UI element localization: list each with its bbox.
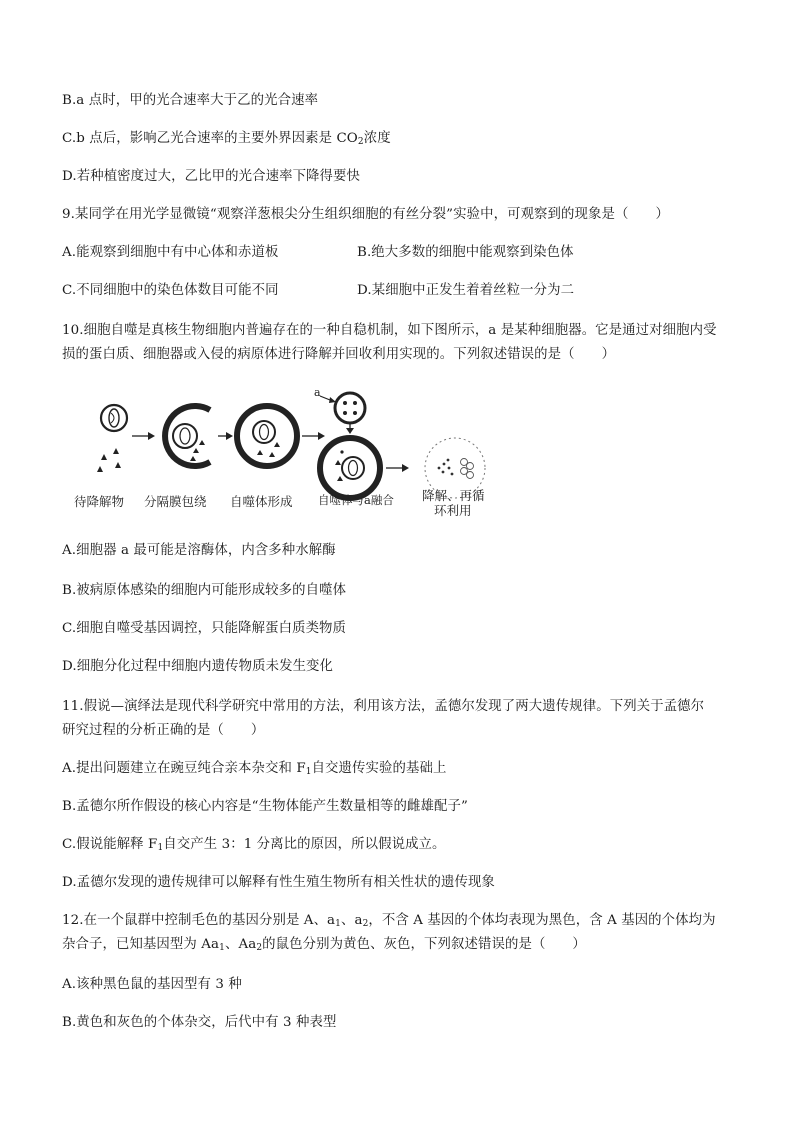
particles bbox=[97, 448, 121, 472]
question-12-text-1: 12.在一个鼠群中控制毛色的基因分别是 A、a bbox=[62, 913, 336, 928]
autophagosome bbox=[237, 406, 297, 466]
question-11-text-1: 11.假说—演绎法是现代科学研究中常用的方法，利用该方法，孟德尔发现了两大遗传规律。下列关于孟德尔 bbox=[62, 699, 705, 714]
question-10-text-1: 10.细胞自噬是真核生物细胞内普遍存在的一种自稳机制，如下图所示，a 是某种细胞器。它是通过对细胞内受 bbox=[62, 323, 717, 338]
question-10-line1 bbox=[62, 322, 717, 340]
option-11a-text-end: 自交遗传实验的基础上 bbox=[311, 761, 447, 776]
option-8c bbox=[62, 130, 391, 148]
option-10d-text: D.细胞分化过程中细胞内遗传物质未发生变化 bbox=[62, 659, 334, 674]
option-10a bbox=[62, 542, 336, 560]
option-9a-text: A.能观察到细胞中有中心体和赤道板 bbox=[62, 245, 279, 260]
option-11b-text: B.孟德尔所作假设的核心内容是“生物体能产生数量相等的雌雄配子” bbox=[62, 799, 468, 814]
option-11b bbox=[62, 798, 468, 816]
question-12-text-2b: 、Aa bbox=[224, 937, 257, 952]
label-step2: 分隔膜包绕 bbox=[144, 494, 207, 509]
option-11a bbox=[62, 760, 446, 778]
question-11-text-2: 研究过程的分析正确的是（ ） bbox=[62, 723, 265, 738]
option-11c bbox=[62, 836, 446, 854]
option-11d bbox=[62, 874, 495, 892]
question-9 bbox=[62, 206, 669, 224]
option-9d bbox=[357, 282, 574, 300]
option-10c-text: C.细胞自噬受基因调控，只能降解蛋白质类物质 bbox=[62, 621, 347, 636]
question-12-line1 bbox=[62, 912, 716, 930]
subscript: 1 bbox=[219, 943, 225, 953]
fused-autolysosome bbox=[320, 438, 380, 498]
option-9c bbox=[62, 282, 279, 300]
option-8d-text: D.若种植密度过大，乙比甲的光合速率下降得要快 bbox=[62, 169, 361, 184]
question-10-text-2: 损的蛋白质、细胞器或入侵的病原体进行降解并回收利用实现的。下列叙述错误的是（ ） bbox=[62, 347, 616, 362]
option-9b-text: B.绝大多数的细胞中能观察到染色体 bbox=[357, 245, 574, 260]
label-a: a bbox=[314, 386, 321, 399]
question-12-text-2: 杂合子，已知基因型为 Aa bbox=[62, 937, 220, 952]
option-12b-text: B.黄色和灰色的个体杂交，后代中有 3 种表型 bbox=[62, 1015, 337, 1030]
question-9-text: 9.某同学在用光学显微镜“观察洋葱根尖分生组织细胞的有丝分裂”实验中，可观察到的现象是（ ） bbox=[62, 207, 669, 222]
autophagy-diagram bbox=[72, 388, 502, 518]
question-10-line2 bbox=[62, 346, 615, 364]
option-9d-text: D.某细胞中正发生着着丝粒一分为二 bbox=[357, 283, 575, 298]
subscript: 2 bbox=[256, 943, 263, 953]
option-11a-text: A.提出问题建立在豌豆纯合亲本杂交和 F bbox=[62, 761, 306, 776]
option-10d bbox=[62, 658, 333, 676]
isolation-membrane bbox=[165, 406, 210, 466]
label-step5-line1: 降解、再循 bbox=[422, 488, 485, 503]
option-10b-text: B.被病原体感染的细胞内可能形成较多的自噬体 bbox=[62, 583, 347, 598]
question-11-line1 bbox=[62, 698, 704, 716]
question-12-text-1c: ，不含 A 基因的个体均表现为黑色，含 A 基因的个体均为 bbox=[368, 913, 716, 928]
option-11d-text: D.孟德尔发现的遗传规律可以解释有性生殖生物所有相关性状的遗传现象 bbox=[62, 875, 495, 890]
subscript: 1 bbox=[305, 767, 312, 777]
option-8c-text-end: 浓度 bbox=[363, 131, 391, 146]
option-8c-text: C.b 点后，影响乙光合速率的主要外界因素是 CO bbox=[62, 131, 358, 146]
lysosome-a bbox=[335, 393, 365, 423]
option-8b bbox=[62, 92, 318, 110]
option-12a-text: A.该种黑色鼠的基因型有 3 种 bbox=[62, 977, 242, 992]
question-12-text-2c: 的鼠色分别为黄色、灰色，下列叙述错误的是（ ） bbox=[262, 937, 586, 952]
option-12a bbox=[62, 976, 242, 994]
label-step3: 自噬体形成 bbox=[230, 494, 293, 509]
option-12b bbox=[62, 1014, 336, 1032]
option-10c bbox=[62, 620, 346, 638]
option-10a-text: A.细胞器 a 最可能是溶酶体，内含多种水解酶 bbox=[62, 543, 336, 558]
option-8d bbox=[62, 168, 360, 186]
label-step4: 自噬体与a融合 bbox=[318, 493, 394, 507]
subscript: 2 bbox=[362, 919, 369, 929]
option-8b-text: B.a 点时，甲的光合速率大于乙的光合速率 bbox=[62, 93, 319, 108]
subscript: 1 bbox=[157, 843, 164, 853]
question-12-text-1b: 、a bbox=[340, 913, 363, 928]
question-11-line2 bbox=[62, 722, 264, 740]
option-9a bbox=[62, 244, 279, 262]
label-step1: 待降解物 bbox=[74, 494, 125, 509]
option-9c-text: C.不同细胞中的染色体数目可能不同 bbox=[62, 283, 279, 298]
option-10b bbox=[62, 582, 346, 600]
label-step5-line2: 环利用 bbox=[434, 503, 472, 518]
subscript: 1 bbox=[335, 919, 341, 929]
option-9b bbox=[357, 244, 574, 262]
subscript: 2 bbox=[357, 137, 364, 147]
option-11c-text: C.假说能解释 F bbox=[62, 837, 158, 852]
question-12-line2 bbox=[62, 936, 586, 954]
option-11c-text-end: 自交产生 3：1 分离比的原因，所以假说成立。 bbox=[163, 837, 446, 852]
damaged-organelle bbox=[101, 405, 127, 431]
